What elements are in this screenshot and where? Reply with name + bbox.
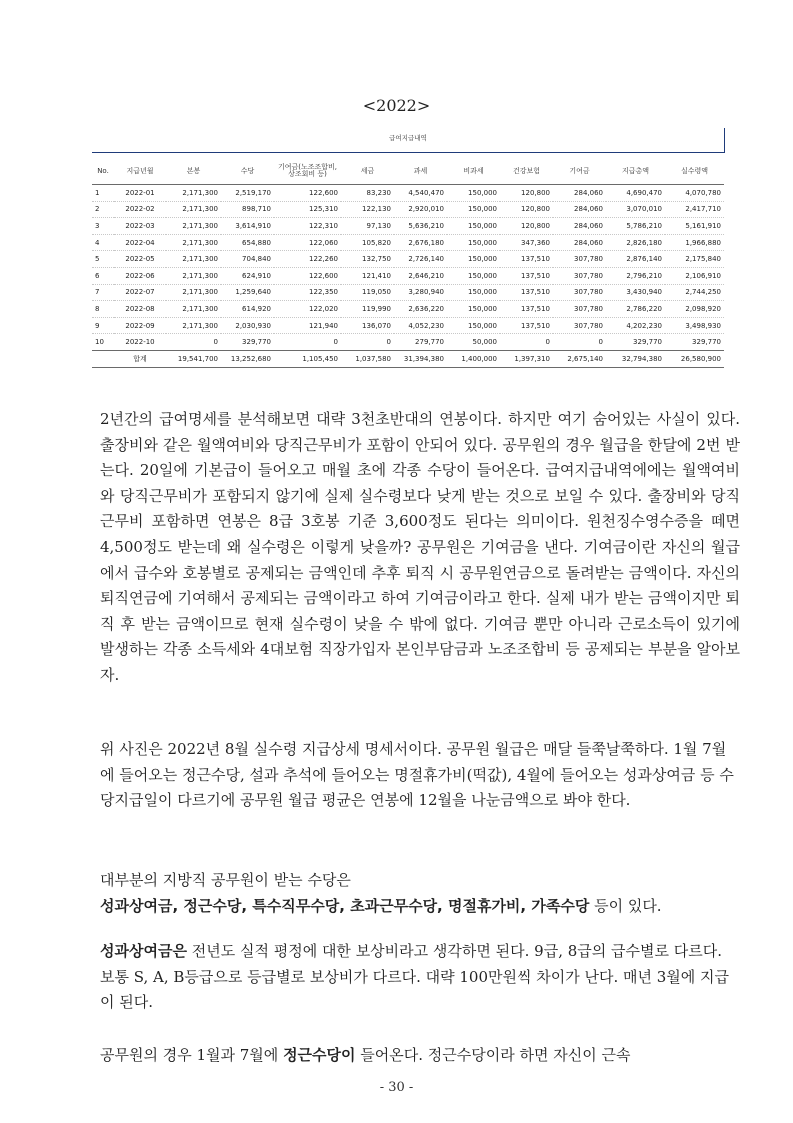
table-cell: 121,940 xyxy=(274,317,341,334)
allowances-intro: 대부분의 지방직 공무원이 받는 수당은 xyxy=(100,871,351,889)
table-row xyxy=(92,185,724,202)
table-cell xyxy=(92,350,114,367)
table-cell: 1,037,580 xyxy=(341,350,394,367)
table-cell: 119,990 xyxy=(341,301,394,318)
page-number: - 30 - xyxy=(379,1080,414,1095)
table-cell: 137,510 xyxy=(500,301,553,318)
table-row xyxy=(92,267,724,284)
table-cell: 284,060 xyxy=(553,218,606,235)
table-cell: 329,770 xyxy=(665,334,724,351)
salary-table xyxy=(92,158,724,368)
paragraph-salary-analysis: 2년간의 급여명세를 분석해보면 대략 3천초반대의 연봉이다. 하지만 여기 숨어있는 사실이 있다. 출장비와 같은 월액여비와 당직근무비가 포함이 안되어 있다. 공무원의 경우 월급을 한달에 2번 받는다. 20일에 기본급이 들어오고 매월 초에 각종 수당이 들어온다. 급여지급내역에에는 월액여비와 당직근무비가 포함되지 않기에 실제 실수령보다 낮게 받는 것으로 보일 수 있다. 출장비와 당직근무비 포함하면 연봉은 8급 3호봉 기준 3,600정도 된다는 의미이다. 원천징수영수증을 떼면 4,500정도 받는데 왜 실수령은 이렇게 낮을까? 공무원은 기여금을 낸다. 기여금이란 자신의 월급에서 급수와 호봉별로 공제되는 금액인데 추후 퇴직 시 공무원연금으로 돌려받는 금액이다. 자신의 퇴직연금에 기여해서 공제되는 금액이라고 하여 기여금이라고 한다. 실제 내가 받는 금액이지만 퇴직 후 받는 금액이므로 현재 실수령이 낮을 수 밖에 없다. 기여금 뿐만 아니라 근로소득이 있기에 발생하는 각종 소득세와 4대보험 직장가입자 본인부담금과 노조조합비 등 공제되는 부분을 알아보자. xyxy=(100,410,740,684)
table-cell: 122,060 xyxy=(274,234,341,251)
table-cell: 2,175,840 xyxy=(665,251,724,268)
table-cell: 125,310 xyxy=(274,201,341,218)
paragraph-longevity-allowance xyxy=(100,1043,740,1069)
paragraph-monthly-statement: 위 사진은 2022년 8월 실수령 지급상세 명세서이다. 공무원 월급은 매달 들쭉날쭉하다. 1월 7월에 들어오는 정근수당, 설과 추석에 들어오는 명절휴가비(떡값), 4월에 들어오는 성과상여금 등 수당지급일이 다르기에 공무원 월급 평균은 연봉에 12월을 나눈금액으로 봐야 한다. xyxy=(100,740,734,810)
table-cell: 26,580,900 xyxy=(665,350,724,367)
table-cell: 307,780 xyxy=(553,267,606,284)
table-cell: 279,770 xyxy=(394,334,447,351)
table-cell: 122,310 xyxy=(274,218,341,235)
table-cell: 121,410 xyxy=(341,267,394,284)
table-cell: 2,519,170 xyxy=(221,185,274,202)
table-cell: 2022-01 xyxy=(114,185,166,202)
table-cell: 3 xyxy=(92,218,114,235)
table-cell: 137,510 xyxy=(500,284,553,301)
table-cell: 3,430,940 xyxy=(606,284,665,301)
table-cell: 329,770 xyxy=(221,334,274,351)
allowances-tail: 등이 있다. xyxy=(589,896,662,915)
table-cell: 2,876,140 xyxy=(606,251,665,268)
longevity-pre: 공무원의 경우 1월과 7월에 xyxy=(100,1046,284,1064)
table-row xyxy=(92,301,724,318)
table-cell: 122,350 xyxy=(274,284,341,301)
table-cell: 132,750 xyxy=(341,251,394,268)
table-cell: 122,600 xyxy=(274,267,341,284)
table-cell: 284,060 xyxy=(553,234,606,251)
table-cell: 0 xyxy=(341,334,394,351)
table-cell: 329,770 xyxy=(606,334,665,351)
table-cell: 704,840 xyxy=(221,251,274,268)
table-cell: 5,786,210 xyxy=(606,218,665,235)
table-cell: 4,070,780 xyxy=(665,185,724,202)
table-caption: 급여지급내역 xyxy=(389,134,427,142)
table-cell: 284,060 xyxy=(553,201,606,218)
table-cell: 137,510 xyxy=(500,267,553,284)
table-cell: 1,259,640 xyxy=(221,284,274,301)
table-cell: 307,780 xyxy=(553,301,606,318)
table-cell: 1,105,450 xyxy=(274,350,341,367)
table-cell: 2,171,300 xyxy=(166,185,221,202)
table-cell: 122,600 xyxy=(274,185,341,202)
table-cell: 0 xyxy=(553,334,606,351)
table-cell: 347,360 xyxy=(500,234,553,251)
column-header: 실수령액 xyxy=(665,158,724,185)
table-cell: 122,020 xyxy=(274,301,341,318)
table-cell: 97,130 xyxy=(341,218,394,235)
table-row xyxy=(92,251,724,268)
table-cell: 19,541,700 xyxy=(166,350,221,367)
table-cell: 2,171,300 xyxy=(166,284,221,301)
table-row xyxy=(92,284,724,301)
table-cell: 4,202,230 xyxy=(606,317,665,334)
table-cell: 5 xyxy=(92,251,114,268)
table-cell: 2,646,210 xyxy=(394,267,447,284)
table-row xyxy=(92,317,724,334)
table-cell: 7 xyxy=(92,284,114,301)
column-header: 건강보험 xyxy=(500,158,553,185)
table-cell: 2,786,220 xyxy=(606,301,665,318)
table-cell: 8 xyxy=(92,301,114,318)
table-cell: 1 xyxy=(92,185,114,202)
table-cell: 1,400,000 xyxy=(447,350,500,367)
table-cell: 136,070 xyxy=(341,317,394,334)
table-cell: 9 xyxy=(92,317,114,334)
column-header: 세금 xyxy=(341,158,394,185)
column-header: 지급년월 xyxy=(114,158,166,185)
table-cell: 898,710 xyxy=(221,201,274,218)
allowances-line xyxy=(100,894,740,920)
table-cell: 4,690,470 xyxy=(606,185,665,202)
table-cell: 3,614,910 xyxy=(221,218,274,235)
salary-table-image xyxy=(92,128,724,380)
table-cell: 150,000 xyxy=(447,251,500,268)
table-cell: 83,230 xyxy=(341,185,394,202)
longevity-post: 들어온다. 정근수당이라 하면 자신이 근속 xyxy=(355,1046,631,1064)
table-cell: 2,171,300 xyxy=(166,218,221,235)
table-cell: 2 xyxy=(92,201,114,218)
table-cell: 150,000 xyxy=(447,218,500,235)
year-title: <2022> xyxy=(362,96,431,115)
table-cell: 0 xyxy=(500,334,553,351)
table-row xyxy=(92,201,724,218)
table-cell: 150,000 xyxy=(447,267,500,284)
column-header: 기여금 xyxy=(553,158,606,185)
table-cell: 2,171,300 xyxy=(166,267,221,284)
table-cell: 2022-03 xyxy=(114,218,166,235)
paragraph-performance-bonus xyxy=(100,939,740,1016)
table-cell: 120,800 xyxy=(500,218,553,235)
table-cell: 3,070,010 xyxy=(606,201,665,218)
table-cell: 2,920,010 xyxy=(394,201,447,218)
table-cell: 2,030,930 xyxy=(221,317,274,334)
table-cell: 2022-10 xyxy=(114,334,166,351)
table-cell: 2,171,300 xyxy=(166,201,221,218)
table-row xyxy=(92,218,724,235)
allowances-list: 성과상여금, 정근수당, 특수직무수당, 초과근무수당, 명절휴가비, 가족수당 xyxy=(100,896,590,915)
longevity-bold: 정근수당이 xyxy=(283,1046,356,1064)
table-cell: 307,780 xyxy=(553,251,606,268)
table-cell: 2,826,180 xyxy=(606,234,665,251)
table-cell: 2022-09 xyxy=(114,317,166,334)
table-cell: 5,636,210 xyxy=(394,218,447,235)
column-header: 본봉 xyxy=(166,158,221,185)
table-cell: 120,800 xyxy=(500,185,553,202)
table-cell: 4,052,230 xyxy=(394,317,447,334)
table-cell: 2,676,180 xyxy=(394,234,447,251)
table-cell: 2022-06 xyxy=(114,267,166,284)
table-cell: 5,161,910 xyxy=(665,218,724,235)
table-cell: 4 xyxy=(92,234,114,251)
table-cell: 6 xyxy=(92,267,114,284)
table-cell: 150,000 xyxy=(447,201,500,218)
table-cell: 624,910 xyxy=(221,267,274,284)
table-cell: 2,171,300 xyxy=(166,317,221,334)
total-row xyxy=(92,350,724,367)
table-cell: 0 xyxy=(274,334,341,351)
column-header: 과세 xyxy=(394,158,447,185)
table-header-row xyxy=(92,158,724,185)
table-row xyxy=(92,334,724,351)
table-cell: 1,966,880 xyxy=(665,234,724,251)
table-cell: 614,920 xyxy=(221,301,274,318)
caption-underline xyxy=(92,152,724,153)
table-cell: 654,880 xyxy=(221,234,274,251)
paragraph-allowances xyxy=(100,868,740,919)
table-cell: 0 xyxy=(166,334,221,351)
table-cell: 2022-08 xyxy=(114,301,166,318)
table-cell: 50,000 xyxy=(447,334,500,351)
table-cell: 150,000 xyxy=(447,185,500,202)
table-cell: 2,171,300 xyxy=(166,251,221,268)
performance-bonus-lead: 성과상여금은 xyxy=(100,942,187,960)
table-cell: 137,510 xyxy=(500,317,553,334)
table-cell: 150,000 xyxy=(447,284,500,301)
column-header: 기여금(노조조합비, 상조회비 등) xyxy=(274,158,341,185)
column-header: 비과세 xyxy=(447,158,500,185)
table-cell: 31,394,380 xyxy=(394,350,447,367)
table-cell: 3,498,930 xyxy=(665,317,724,334)
column-header: 지급총액 xyxy=(606,158,665,185)
table-cell: 2,675,140 xyxy=(553,350,606,367)
table-cell: 150,000 xyxy=(447,301,500,318)
table-cell: 2,171,300 xyxy=(166,301,221,318)
table-cell: 2,171,300 xyxy=(166,234,221,251)
table-cell: 105,820 xyxy=(341,234,394,251)
table-cell: 122,260 xyxy=(274,251,341,268)
table-cell: 150,000 xyxy=(447,317,500,334)
table-cell: 1,397,310 xyxy=(500,350,553,367)
table-cell: 307,780 xyxy=(553,317,606,334)
table-cell: 2022-02 xyxy=(114,201,166,218)
table-cell: 4,540,470 xyxy=(394,185,447,202)
table-cell: 2,744,250 xyxy=(665,284,724,301)
table-cell: 32,794,380 xyxy=(606,350,665,367)
table-cell: 2,636,220 xyxy=(394,301,447,318)
table-row xyxy=(92,234,724,251)
table-cell: 119,050 xyxy=(341,284,394,301)
table-cell: 2022-05 xyxy=(114,251,166,268)
table-cell: 13,252,680 xyxy=(221,350,274,367)
table-cell: 10 xyxy=(92,334,114,351)
table-cell: 120,800 xyxy=(500,201,553,218)
table-cell: 284,060 xyxy=(553,185,606,202)
table-cell: 3,280,940 xyxy=(394,284,447,301)
table-cell: 122,130 xyxy=(341,201,394,218)
table-cell: 307,780 xyxy=(553,284,606,301)
table-cell: 2022-04 xyxy=(114,234,166,251)
column-header: No. xyxy=(92,158,114,185)
table-cell: 2,796,210 xyxy=(606,267,665,284)
table-cell: 2,726,140 xyxy=(394,251,447,268)
table-cell: 137,510 xyxy=(500,251,553,268)
table-cell: 2022-07 xyxy=(114,284,166,301)
column-header: 수당 xyxy=(221,158,274,185)
table-cell: 2,106,910 xyxy=(665,267,724,284)
table-cell: 150,000 xyxy=(447,234,500,251)
performance-bonus-body: 전년도 실적 평정에 대한 보상비라고 생각하면 된다. 9급, 8급의 급수별로 다르다. 보통 S, A, B등급으로 등급별로 보상비가 다르다. 대략 100만원씩 차이가 난다. 매년 3월에 지급이 된다. xyxy=(100,942,730,1012)
table-cell: 합계 xyxy=(114,350,166,367)
table-cell: 2,098,920 xyxy=(665,301,724,318)
table-cell: 2,417,710 xyxy=(665,201,724,218)
